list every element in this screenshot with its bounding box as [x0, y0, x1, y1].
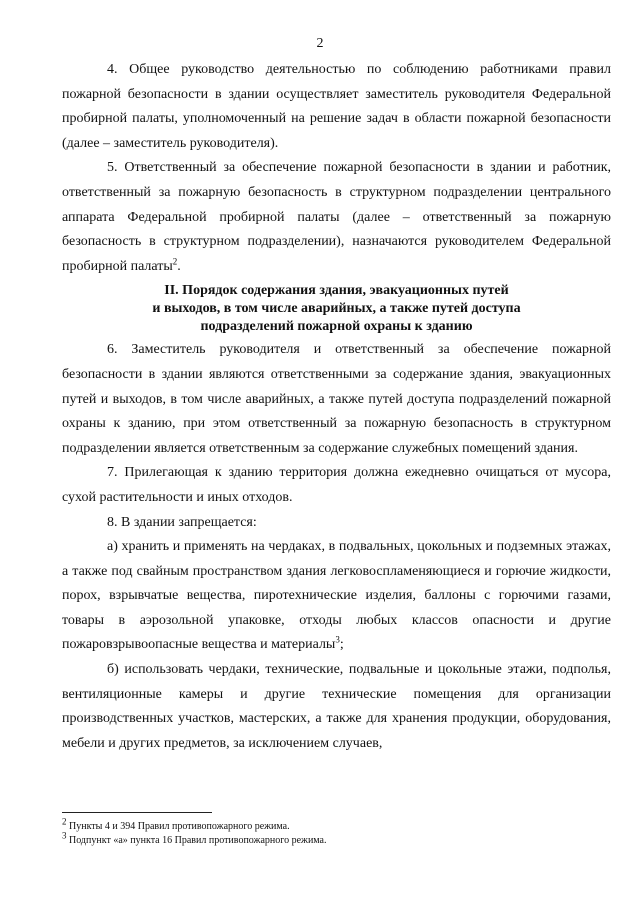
page-number: 2	[316, 36, 324, 51]
section-heading-line: II. Порядок содержания здания, эвакуационных путей	[164, 283, 509, 299]
footnote-ref: 3	[335, 634, 340, 645]
paragraph-8a	[62, 535, 611, 658]
paragraph-8b	[62, 658, 611, 756]
paragraph-tail: .	[177, 258, 181, 274]
paragraph-text: 7. Прилегающая к зданию территория должна ежедневно очищаться от мусора, сухой растительности и иных отходов.	[62, 465, 611, 505]
footnote-mark: 3	[62, 830, 67, 841]
paragraph-text: 6. Заместитель руководителя и ответственный за обеспечение пожарной безопасности в здании являются ответственными за содержание здания, эвакуационных путей и выходов, в том числе аварийных, а также путей доступа подразделений пожарной охраны к зданию, при этом ответственный за пожарную безопасность в структурном подразделении является ответственным за содержание служебных помещений здания.	[62, 342, 611, 456]
footnotes	[62, 816, 611, 848]
paragraph-text: 5. Ответственный за обеспечение пожарной безопасности в здании и работник, ответственный за пожарную безопасность в структурном подразделении центрального аппарата Федеральной пробирной палаты (далее – ответственный за пожарную безопасность в структурном подразделении), назначаются руководителем Федеральной пробирной палаты	[62, 160, 611, 274]
footnote-ref: 2	[172, 256, 178, 267]
footnote	[62, 830, 611, 848]
paragraph-8	[62, 511, 611, 536]
paragraph-text: 4. Общее руководство деятельностью по соблюдению работниками правил пожарной безопасности в здании осуществляет заместитель руководителя Федеральной пробирной палаты, уполномоченный на решение задач в области пожарной безопасности (далее – заместитель руководителя).	[62, 62, 611, 151]
paragraph-tail: ;	[339, 637, 344, 653]
paragraph-text: б) использовать чердаки, технические, подвальные и цокольные этажи, подполья, вентиляционные камеры и другие технические помещения для организации производственных участков, мастерских, а также для хранения продукции, оборудования, мебели и других предметов, за исключением случаев,	[62, 662, 611, 751]
footnote-mark: 2	[62, 816, 67, 827]
section-heading-line: и выходов, в том числе аварийных, а также путей доступа	[152, 301, 521, 317]
paragraph-7	[62, 461, 611, 510]
footnote	[62, 816, 611, 834]
paragraph-5	[62, 156, 611, 279]
paragraph-4	[62, 58, 611, 156]
paragraph-text: 8. В здании запрещается:	[107, 514, 257, 530]
footnote-text: Подпункт «а» пункта 16 Правил противопожарного режима.	[69, 835, 327, 846]
paragraph-text: а) хранить и применять на чердаках, в подвальных, цокольных и подземных этажах, а также под свайным пространством здания легковоспламеняющиеся и горючие жидкости, порох, взрывчатые вещества, пиротехнические изделия, баллоны с горючими газами, товары в аэрозольной упаковке, отходы любых классов опасности и другие пожаровзрывоопасные вещества и материалы	[62, 539, 611, 653]
footnote-divider	[62, 812, 212, 813]
section-heading-line: подразделений пожарной охраны к зданию	[200, 319, 473, 335]
footnote-text: Пункты 4 и 394 Правил противопожарного режима.	[69, 821, 290, 832]
paragraph-6	[62, 338, 611, 461]
section-heading	[62, 282, 611, 336]
document-body	[62, 58, 611, 756]
